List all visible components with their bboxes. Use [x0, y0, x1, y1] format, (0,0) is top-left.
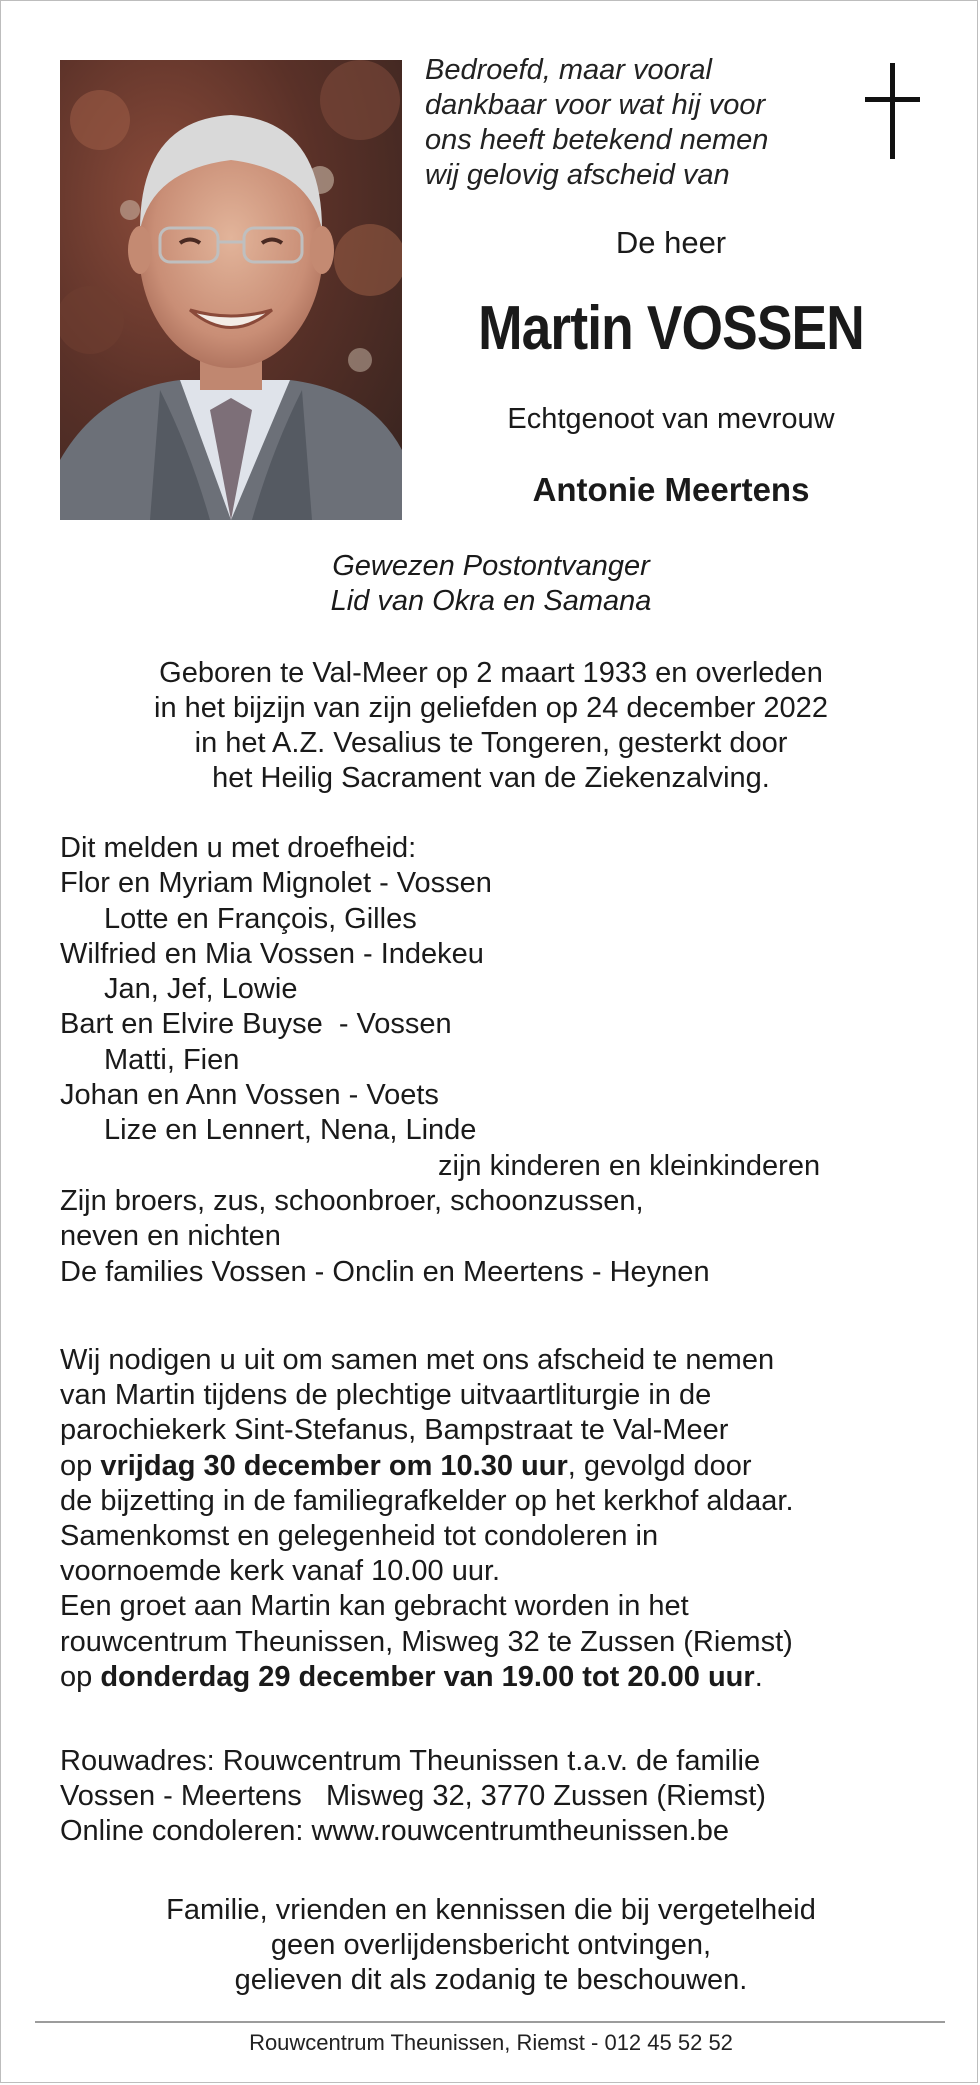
cross-icon	[863, 63, 921, 163]
invite-line: parochiekerk Sint-Stefanus, Bampstraat te Val-Meer	[60, 1414, 729, 1447]
invite-line: van Martin tijdens de plechtige uitvaartliturgie in de	[60, 1379, 712, 1412]
family-children: Lize en Lennert, Nena, Linde	[104, 1114, 477, 1147]
visitation-date: donderdag 29 december van 19.00 tot 20.00 uur	[100, 1660, 755, 1693]
invite-line: Een groet aan Martin kan gebracht worden in het	[60, 1590, 689, 1623]
invite-line-visit	[60, 1660, 940, 1695]
functions	[1, 549, 980, 619]
kids-label: zijn kinderen en kleinkinderen	[438, 1149, 821, 1182]
function-line: Gewezen Postontvanger	[332, 550, 650, 582]
family-announcement	[60, 831, 940, 1290]
family-children: Matti, Fien	[104, 1043, 240, 1076]
closing-note	[1, 1893, 980, 1998]
closing-line: geen overlijdensbericht ontvingen,	[270, 1929, 712, 1961]
title-prefix: De heer	[615, 225, 727, 260]
funeral-date: vrijdag 30 december om 10.30 uur	[100, 1449, 568, 1482]
closing-line: gelieven dit als zodanig te beschouwen.	[234, 1964, 748, 1996]
address-line: Online condoleren: www.rouwcentrumtheunissen.be	[60, 1815, 729, 1847]
spouse-name: Antonie Meertens	[532, 471, 810, 508]
invite-line: voornoemde kerk vanaf 10.00 uur.	[60, 1555, 501, 1588]
function-line: Lid van Okra en Samana	[330, 585, 652, 617]
birth-line: het Heilig Sacrament van de Ziekenzalving.	[212, 762, 770, 794]
invite-text: .	[754, 1660, 763, 1693]
invite-line: de bijzetting in de familiegrafkelder op het kerkhof aldaar.	[60, 1484, 794, 1517]
invite-line: Wij nodigen u uit om samen met ons afscheid te nemen	[60, 1344, 775, 1376]
invite-line: rouwcentrum Theunissen, Misweg 32 te Zussen (Riemst)	[60, 1625, 793, 1658]
invite-text: op	[60, 1660, 101, 1693]
family-parents: Johan en Ann Vossen - Voets	[60, 1079, 439, 1112]
deceased-portrait-photo	[60, 60, 402, 520]
intro-line: dankbaar voor wat hij voor	[425, 89, 766, 121]
other-relatives: De families Vossen - Onclin en Meertens - Heynen	[60, 1255, 710, 1288]
other-relatives: neven en nichten	[60, 1220, 281, 1253]
family-parents: Bart en Elvire Buyse - Vossen	[60, 1008, 452, 1041]
family-parents: Wilfried en Mia Vossen - Indekeu	[60, 937, 484, 970]
family-children: Jan, Jef, Lowie	[104, 973, 298, 1006]
footer-divider	[35, 2021, 945, 2023]
intro-verse	[425, 53, 845, 193]
footer-contact: Rouwcentrum Theunissen, Riemst - 012 45 52 52	[249, 2030, 733, 2055]
family-children: Lotte en François, Gilles	[104, 902, 417, 935]
invite-line-date	[60, 1449, 940, 1484]
mourning-address	[60, 1744, 940, 1849]
birth-death-details	[1, 656, 980, 796]
family-parents: Flor en Myriam Mignolet - Vossen	[60, 867, 492, 900]
funeral-invitation	[60, 1343, 940, 1695]
invite-text: , gevolgd door	[567, 1449, 752, 1482]
invite-text: op	[60, 1449, 101, 1482]
address-line: Vossen - Meertens Misweg 32, 3770 Zussen (Riemst)	[60, 1780, 766, 1812]
birth-line: Geboren te Val-Meer op 2 maart 1933 en overleden	[159, 657, 823, 689]
intro-line: ons heeft betekend nemen	[425, 124, 769, 156]
spouse-label: Echtgenoot van mevrouw	[507, 403, 835, 435]
other-relatives: Zijn broers, zus, schoonbroer, schoonzussen,	[60, 1184, 644, 1217]
address-line: Rouwadres: Rouwcentrum Theunissen t.a.v. de familie	[60, 1745, 761, 1777]
invite-line: Samenkomst en gelegenheid tot condoleren in	[60, 1520, 659, 1553]
birth-line: in het A.Z. Vesalius te Tongeren, gesterkt door	[194, 727, 788, 759]
intro-line: wij gelovig afscheid van	[425, 159, 730, 191]
intro-line: Bedroefd, maar vooral	[425, 54, 712, 86]
closing-line: Familie, vrienden en kennissen die bij vergetelheid	[166, 1894, 816, 1926]
birth-line: in het bijzijn van zijn geliefden op 24 december 2022	[154, 692, 828, 724]
deceased-name: Martin VOSSEN	[478, 294, 864, 363]
announce-intro: Dit melden u met droefheid:	[60, 832, 417, 864]
